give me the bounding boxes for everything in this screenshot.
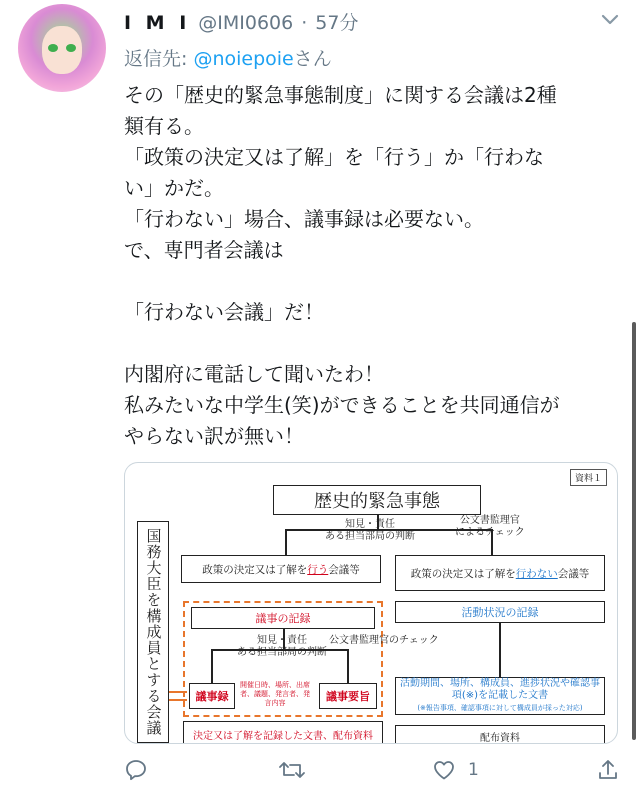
retweet-icon	[278, 758, 306, 782]
tweet-line: で、専門者会議は	[124, 238, 284, 262]
note-top-right: 公文書監理官 によるチェック	[455, 515, 525, 538]
arrow-line	[211, 649, 213, 683]
author-name[interactable]: I M I	[124, 12, 191, 34]
doc-title: 歴史的緊急事態	[273, 485, 481, 515]
document-diagram	[125, 463, 617, 743]
tweet-line: やらない訳が無い！	[124, 424, 304, 448]
activity-record-box: 活動状況の記録	[395, 601, 605, 623]
policy-dont-suffix: 会議等	[557, 567, 590, 580]
author-handle[interactable]: @IMI0606	[198, 12, 294, 34]
minutes-record-box: 議事の記録	[191, 607, 375, 629]
chevron-down-icon[interactable]	[600, 12, 620, 28]
final-left-box: 決定又は了解を記録した文書、配布資料	[183, 721, 383, 744]
tweet-line: 類有る。	[124, 114, 204, 138]
items-list: 開催日時、場所、出席者、議題、発言者、発言内容	[240, 681, 310, 707]
policy-dont-prefix: 政策の決定又は了解を	[410, 567, 516, 580]
reply-suffix: さん	[293, 48, 332, 70]
tweet-line: 内閣府に電話して聞いたわ！	[124, 362, 384, 386]
policy-dont-box	[395, 555, 605, 591]
avatar-eye-right	[66, 44, 76, 52]
doc-tag: 資料１	[570, 469, 607, 486]
tweet-line: い」かだ。	[124, 176, 224, 200]
policy-dont-key: 行わない	[515, 567, 558, 580]
activity-detail-text: 活動期間、場所、構成員、進捗状況や確認事項(※)を記載した文書	[400, 678, 600, 701]
tweet-time[interactable]: 57分	[315, 12, 359, 34]
tweet-line-blank	[124, 266, 619, 297]
tweet-text	[124, 80, 619, 452]
side-label: 国務大臣を構成員とする会議	[137, 521, 169, 743]
activity-detail-note: (※報告事項、確認事項に対して構成員が採った対応)	[417, 704, 583, 712]
proceedings-box: 議事録	[189, 683, 235, 709]
arrow-line	[499, 623, 501, 677]
reply-to-line	[124, 44, 332, 71]
retweet-button[interactable]	[278, 758, 306, 782]
arrow-line	[285, 529, 287, 555]
separator-dot: ·	[301, 12, 308, 34]
tweet-line: 「行わない会議」だ！	[124, 300, 324, 324]
avatar[interactable]	[18, 4, 106, 92]
summary-box: 議事要旨	[319, 683, 377, 709]
policy-do-key: 行う	[307, 563, 329, 576]
note-mid-left: 知見・責任 ある担当部局の判断	[237, 635, 327, 658]
note-mid-right: 公文書監理官のチェック	[329, 635, 439, 646]
tweet-actions	[124, 758, 624, 788]
heart-icon	[432, 758, 456, 782]
reply-prefix: 返信先:	[124, 48, 194, 70]
reply-icon	[124, 758, 148, 782]
tweet-line: 私みたいな中学生(笑)ができることを共同通信が	[124, 393, 560, 417]
policy-do-prefix: 政策の決定又は了解を	[202, 563, 308, 576]
tweet-line-blank	[124, 328, 619, 359]
reply-button[interactable]	[124, 758, 148, 782]
policy-do-suffix: 会議等	[328, 563, 360, 576]
like-button[interactable]	[432, 758, 479, 782]
share-button[interactable]	[596, 758, 620, 782]
reply-mention-link[interactable]: @noiepoie	[193, 48, 294, 70]
like-count: 1	[468, 760, 479, 780]
note-top-left: 知見・責任 ある担当部局の判断	[325, 519, 415, 542]
arrow-line	[347, 649, 349, 683]
tweet-line: その「歴史的緊急事態制度」に関する会議は2種	[124, 83, 557, 107]
avatar-eye-left	[48, 44, 58, 52]
tweet-header	[124, 8, 358, 35]
tweet-line: 「政策の決定又は了解」を「行う」か「行わな	[124, 145, 544, 169]
orange-arrow	[169, 691, 187, 701]
share-icon	[596, 758, 620, 782]
scrollbar[interactable]	[632, 322, 636, 740]
final-right-box: 配布資料	[395, 725, 605, 744]
activity-detail-box	[395, 677, 605, 715]
policy-do-box	[181, 555, 381, 583]
tweet-media-image[interactable]	[124, 462, 618, 744]
tweet-line: 「行わない」場合、議事録は必要ない。	[124, 207, 484, 231]
